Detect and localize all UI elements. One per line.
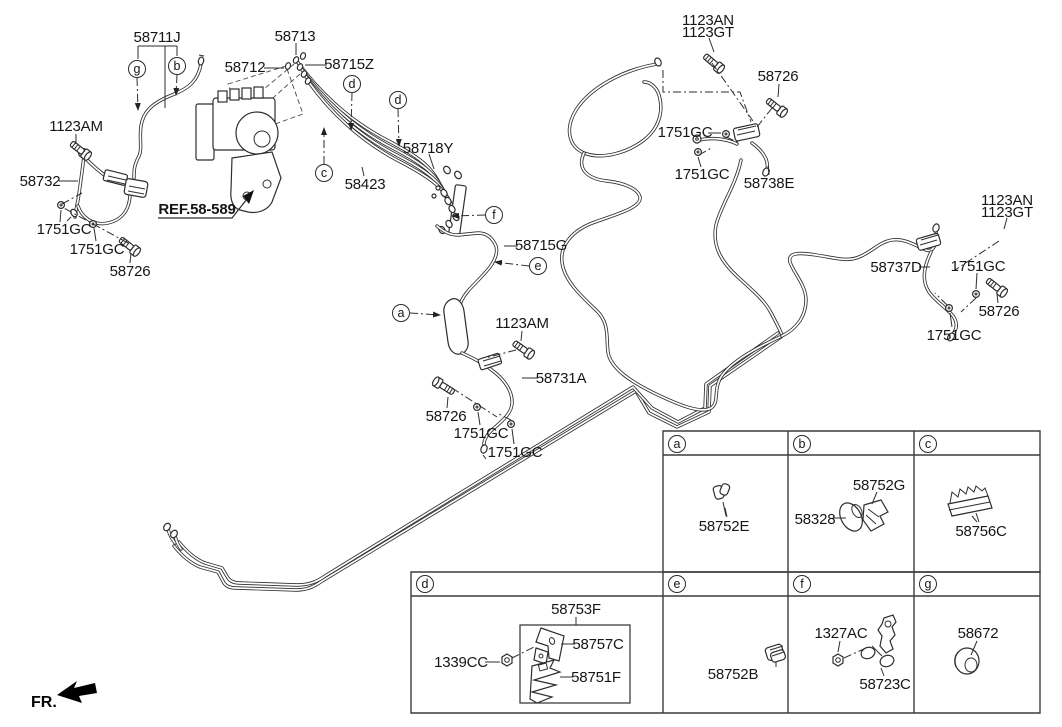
bolt-1123am-left-icon bbox=[68, 139, 93, 161]
callout-b: b bbox=[168, 57, 186, 75]
table-label-58672: 58672 bbox=[957, 625, 999, 642]
callout-e: e bbox=[529, 257, 547, 275]
table-cell-f-letter: f bbox=[793, 575, 811, 593]
bracket-58757C-icon bbox=[534, 617, 576, 664]
table-label-58757C: 58757C bbox=[572, 636, 624, 653]
part-label-58726-topright: 58726 bbox=[757, 68, 799, 85]
callout-d1: d bbox=[343, 75, 361, 93]
table-label-58756C: 58756C bbox=[955, 523, 1007, 540]
table-cell-b-letter: b bbox=[793, 435, 811, 453]
part-label-58718Y: 58718Y bbox=[402, 140, 454, 157]
table-label-1339CC: 1339CC bbox=[434, 654, 488, 671]
part-label-58732: 58732 bbox=[19, 173, 61, 190]
part-label-58731A: 58731A bbox=[535, 370, 587, 387]
part-label-58738E: 58738E bbox=[743, 175, 795, 192]
grommet-58672-icon bbox=[955, 641, 979, 674]
callout-a: a bbox=[392, 304, 410, 322]
table-cell-g-letter: g bbox=[919, 575, 937, 593]
table-cell-a-letter: a bbox=[668, 435, 686, 453]
part-label-58726-right: 58726 bbox=[978, 303, 1020, 320]
part-label-1751GC-left2: 1751GC bbox=[69, 241, 125, 258]
part-label-1123GT-right: 1123GT bbox=[981, 204, 1033, 221]
part-label-1751GC-tr1: 1751GC bbox=[657, 124, 713, 141]
callout-g: g bbox=[128, 60, 146, 78]
callout-f: f bbox=[485, 206, 503, 224]
part-label-58712: 58712 bbox=[224, 59, 266, 76]
abs-module-drawing bbox=[196, 64, 303, 213]
table-cell-d-letter: d bbox=[416, 575, 434, 593]
part-label-58715Z: 58715Z bbox=[324, 56, 374, 73]
fr-arrow-icon bbox=[57, 681, 97, 703]
part-label-1123AN-top: 1123AN bbox=[682, 12, 734, 29]
nut-1339CC-icon bbox=[485, 646, 536, 666]
clip-58756C-icon bbox=[948, 486, 992, 522]
part-label-1751GC-left1: 1751GC bbox=[36, 221, 92, 238]
part-label-58726-left: 58726 bbox=[109, 263, 151, 280]
part-label-58737D: 58737D bbox=[870, 259, 922, 276]
washer-icon bbox=[946, 305, 953, 312]
damper-58751F-icon bbox=[530, 660, 573, 703]
bolt-1123an-top-icon bbox=[702, 52, 726, 75]
part-label-1751GC-tr2: 1751GC bbox=[674, 166, 730, 183]
washer-icons bbox=[58, 131, 980, 428]
clip-58752E-icon bbox=[713, 483, 731, 516]
table-label-58752B: 58752B bbox=[707, 666, 759, 683]
table-cell-c-letter: c bbox=[919, 435, 937, 453]
part-label-1751GC-m2: 1751GC bbox=[487, 444, 543, 461]
callout-d2: d bbox=[389, 91, 407, 109]
part-label-1123GT-top: 1123GT bbox=[682, 24, 734, 41]
washer-icon bbox=[58, 202, 65, 209]
part-label-58715G: 58715G bbox=[514, 237, 568, 254]
callout-c: c bbox=[315, 164, 333, 182]
part-label-1123AM-mid: 1123AM bbox=[495, 315, 549, 332]
table-label-58752G: 58752G bbox=[852, 477, 906, 494]
table-label-58753F: 58753F bbox=[551, 601, 601, 618]
bolt-58726-topright-icon bbox=[764, 96, 789, 118]
washer-icon bbox=[723, 131, 730, 138]
part-label-58711J: 58711J bbox=[133, 29, 181, 46]
part-label-1751GC-r1: 1751GC bbox=[950, 258, 1006, 275]
part-label-1751GC-m1: 1751GC bbox=[453, 425, 509, 442]
ref-label: REF.58-589 bbox=[158, 201, 236, 218]
sensor-58328-icon bbox=[833, 492, 888, 535]
bolt-58726-right-icon bbox=[984, 276, 1009, 298]
part-label-1751GC-r2: 1751GC bbox=[926, 327, 982, 344]
table-label-1327AC: 1327AC bbox=[814, 625, 868, 642]
bolt-58726-mid-icon bbox=[431, 376, 456, 397]
table-label-58723C: 58723C bbox=[859, 676, 911, 693]
hose-58732-drawing bbox=[67, 55, 204, 224]
part-label-58423: 58423 bbox=[344, 176, 386, 193]
part-label-58726-mid: 58726 bbox=[425, 408, 467, 425]
washer-icon bbox=[474, 404, 481, 411]
fr-label: FR. bbox=[31, 694, 57, 711]
part-label-58713: 58713 bbox=[274, 28, 316, 45]
clip-58752B-icon bbox=[765, 644, 787, 667]
table-cell-e-letter: e bbox=[668, 575, 686, 593]
table-label-58751F: 58751F bbox=[571, 669, 621, 686]
rear-tube-runs bbox=[562, 57, 936, 410]
hose-58737D-drawing bbox=[916, 223, 957, 342]
washer-icon bbox=[973, 291, 980, 298]
bolt-1123am-mid-icon bbox=[511, 339, 536, 361]
underbody-tube-pair bbox=[162, 333, 781, 590]
table-label-58328: 58328 bbox=[794, 511, 836, 528]
part-label-1123AN-right: 1123AN bbox=[981, 192, 1033, 209]
table-label-58752E: 58752E bbox=[698, 518, 750, 535]
part-label-1123AM-left: 1123AM bbox=[49, 118, 103, 135]
